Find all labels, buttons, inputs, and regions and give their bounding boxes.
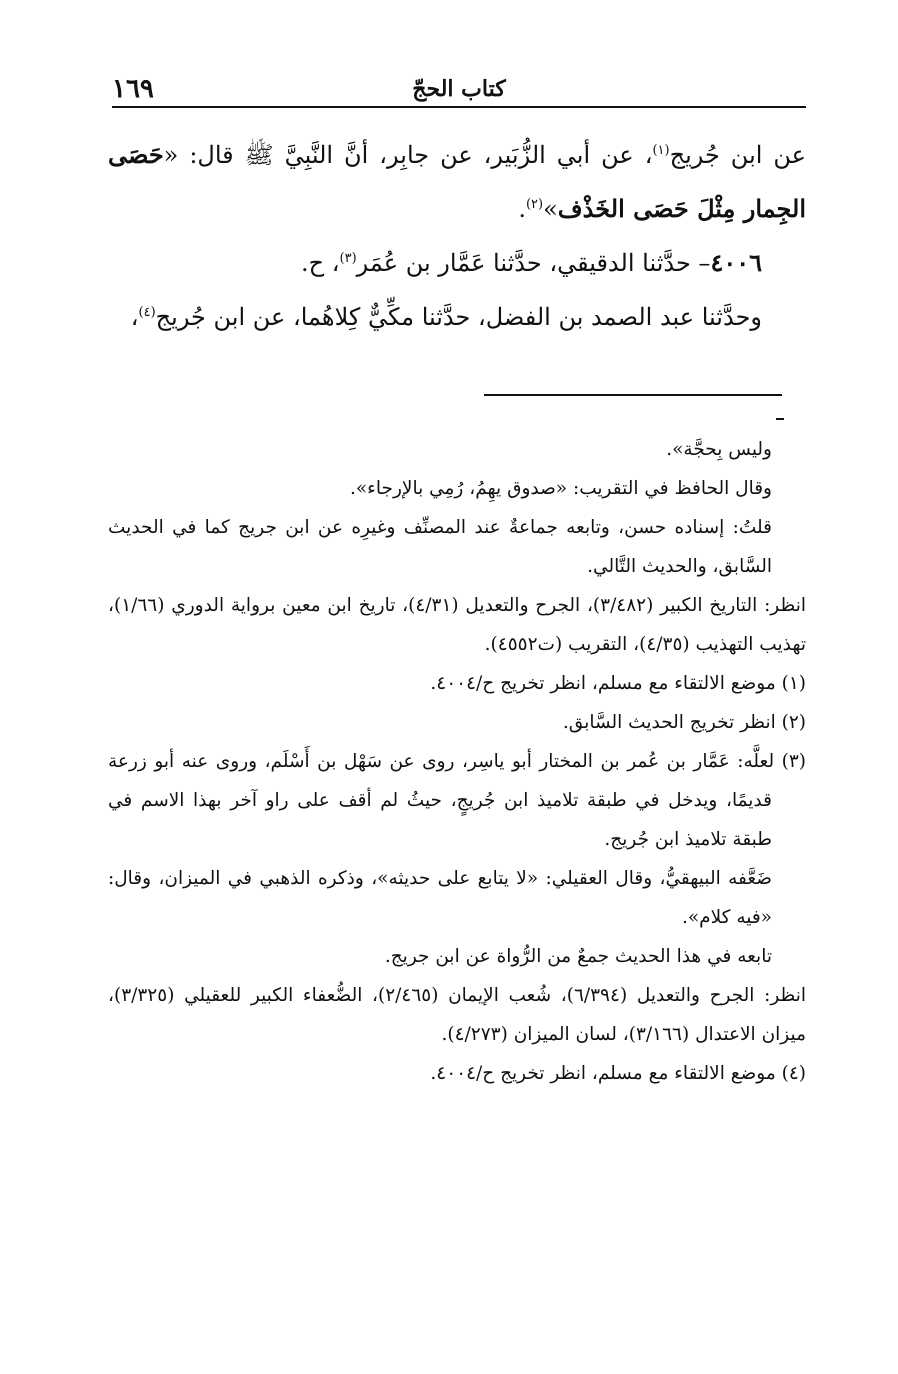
quote-close: » <box>543 195 558 223</box>
main-text-span: ، <box>130 303 139 331</box>
footnote-continuation: وليس بِحجَّة». <box>666 439 772 460</box>
main-text-span: وحدَّثنا عبد الصمد بن الفضل، حدَّثنا مكِّيٌّ كِلاهُما، عن ابن جُريج <box>155 303 762 331</box>
main-text-span: ، عن أبي الزُّبَير، عن جابِر، أنَّ النَّبِيَّ ﷺ قال: « <box>163 141 653 169</box>
footnote-3-paragraph: انظر: الجرح والتعديل (٦/٣٩٤)، شُعب الإيمان (٢/٤٦٥)، الضُّعفاء الكبير للعقيلي (٣/٣٢٥)، ميزان الاعتدال (٣/١٦٦)، لسان الميزان (٤/٢٧٣). <box>108 985 806 1045</box>
footnote-ref-4: (٤) <box>138 305 156 320</box>
footnote-ref-1: (١) <box>652 143 670 158</box>
main-text-span: عن ابن جُريج <box>669 141 806 169</box>
main-text <box>108 128 806 344</box>
footnote-continuation: وقال الحافظ في التقريب: «صدوق يهِمُ، رُمِي بالإرجاء». <box>349 478 772 499</box>
footnote-continuation: انظر: التاريخ الكبير (٣/٤٨٢)، الجرح والتعديل (٤/٣١)، تاريخ ابن معين برواية الدوري (١/٦٦)، تهذيب التهذيب (٤/٣٥)، التقريب (ت٤٥٥٢). <box>108 595 806 655</box>
page-header <box>112 72 806 108</box>
running-title: كتاب الحجّ <box>412 76 506 102</box>
footnote-1: (١) موضع الالتقاء مع مسلم، انظر تخريج ح/٤٠٠٤. <box>430 673 806 694</box>
hadith-4006-start <box>108 236 806 290</box>
hadith-4005-end <box>108 128 806 236</box>
footnote-continuation: قلتُ: إسناده حسن، وتابعه جماعةٌ عند المصنِّف وغيرِه عن ابن جريج كما في الحديث السَّابق، والحديث التَّالي. <box>108 517 772 577</box>
footnote-3-paragraph: ضَعَّفه البيهقيُّ، وقال العقيلي: «لا يتابع على حديثه»، وذكره الذهبي في الميزان، وقال: «فيه كلام». <box>108 868 772 928</box>
hadith-4006-chain <box>108 290 806 344</box>
footnotes <box>108 430 806 1093</box>
footnote-2: (٢) انظر تخريج الحديث السَّابق. <box>562 712 806 733</box>
main-text-span: . <box>518 195 526 223</box>
footnote-ref-2: (٢) <box>525 197 544 212</box>
header-rule <box>112 106 806 108</box>
hadith-number: ٤٠٠٦ <box>710 248 762 277</box>
footnote-ref-3: (٣) <box>339 251 357 266</box>
footnote-3: (٣) لعلَّه: عَمَّار بن عُمر بن المختار أبو ياسِر، روى عن سَهْل بن أَسْلَم، وروى عنه أبو زرعة قديمًا، ويدخل في طبقة تلاميذ ابن جُريجٍ، حيثُ لم أقف على راو آخر بهذا الاسم في طبقة تلاميذ ابن جُريج. <box>108 751 806 850</box>
main-text-span: ، ح. <box>301 249 340 277</box>
hadith-matn: حَصَى الجِمار مِثْلَ حَصَى الخَذْف <box>108 140 806 223</box>
footnote-3-paragraph: تابعه في هذا الحديث جمعٌ من الرُّواة عن ابن جريج. <box>384 946 772 967</box>
footnote-4: (٤) موضع الالتقاء مع مسلم، انظر تخريج ح/٤٠٠٤. <box>430 1063 806 1084</box>
footnote-separator <box>484 394 782 396</box>
continuation-mark <box>776 418 784 420</box>
page-number: ١٦٩ <box>112 74 154 104</box>
main-text-span: – حدَّثنا الدقيقي، حدَّثنا عَمَّار بن عُمَر <box>356 249 711 277</box>
